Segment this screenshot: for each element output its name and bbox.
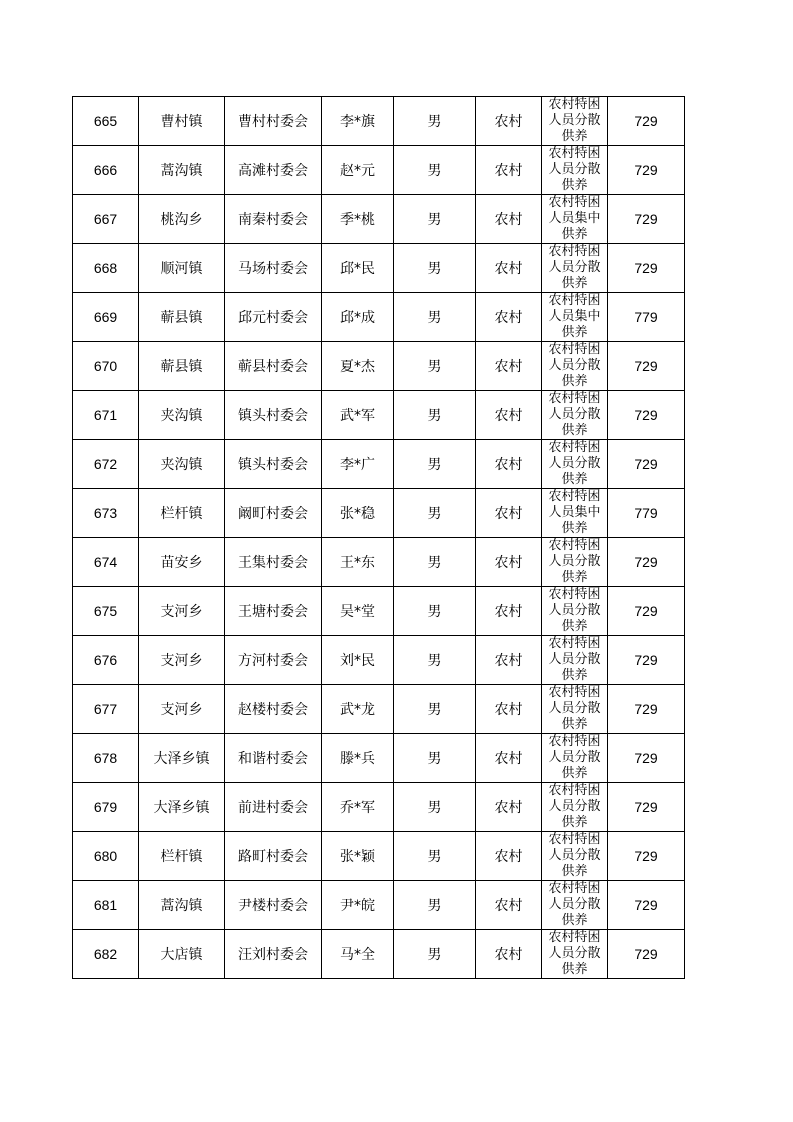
- gender-cell: 男: [394, 489, 476, 538]
- table-row: [73, 244, 685, 293]
- support-type-text: 农村特困人员分散供养: [548, 342, 601, 389]
- roster-table: [72, 96, 685, 979]
- support-type-text: 农村特困人员分散供养: [548, 685, 601, 732]
- town-cell: 大店镇: [139, 930, 225, 979]
- support-type-cell: [542, 146, 608, 195]
- row-number-cell: 666: [73, 146, 139, 195]
- village-committee-cell: 高滩村委会: [225, 146, 322, 195]
- support-type-text: 农村特困人员分散供养: [548, 734, 601, 781]
- support-type-text: 农村特困人员分散供养: [548, 391, 601, 438]
- village-committee-cell: 汪刘村委会: [225, 930, 322, 979]
- village-committee-cell: 尹楼村委会: [225, 881, 322, 930]
- village-committee-cell: 王集村委会: [225, 538, 322, 587]
- row-number-cell: 682: [73, 930, 139, 979]
- area-cell: 农村: [476, 489, 542, 538]
- support-type-text: 农村特困人员分散供养: [548, 930, 601, 977]
- row-number-cell: 672: [73, 440, 139, 489]
- village-committee-cell: 方河村委会: [225, 636, 322, 685]
- support-type-text: 农村特困人员分散供养: [548, 97, 601, 144]
- support-type-text: 农村特困人员分散供养: [548, 783, 601, 830]
- area-cell: 农村: [476, 587, 542, 636]
- table-row: [73, 930, 685, 979]
- gender-cell: 男: [394, 685, 476, 734]
- person-name-cell: 马*全: [322, 930, 394, 979]
- amount-cell: 729: [608, 342, 685, 391]
- amount-cell: 729: [608, 881, 685, 930]
- support-type-cell: [542, 293, 608, 342]
- town-cell: 栏杆镇: [139, 832, 225, 881]
- support-type-text: 农村特困人员分散供养: [548, 832, 601, 879]
- amount-cell: 729: [608, 636, 685, 685]
- support-type-cell: [542, 440, 608, 489]
- support-type-text: 农村特困人员分散供养: [548, 538, 601, 585]
- amount-cell: 729: [608, 587, 685, 636]
- town-cell: 曹村镇: [139, 97, 225, 146]
- table-row: [73, 538, 685, 587]
- amount-cell: 729: [608, 538, 685, 587]
- person-name-cell: 滕*兵: [322, 734, 394, 783]
- table-row: [73, 195, 685, 244]
- area-cell: 农村: [476, 685, 542, 734]
- village-committee-cell: 南秦村委会: [225, 195, 322, 244]
- area-cell: 农村: [476, 881, 542, 930]
- gender-cell: 男: [394, 97, 476, 146]
- gender-cell: 男: [394, 636, 476, 685]
- gender-cell: 男: [394, 538, 476, 587]
- area-cell: 农村: [476, 146, 542, 195]
- amount-cell: 779: [608, 293, 685, 342]
- town-cell: 苗安乡: [139, 538, 225, 587]
- support-type-text: 农村特困人员分散供养: [548, 244, 601, 291]
- row-number-cell: 677: [73, 685, 139, 734]
- support-type-cell: [542, 881, 608, 930]
- support-type-cell: [542, 734, 608, 783]
- person-name-cell: 乔*军: [322, 783, 394, 832]
- gender-cell: 男: [394, 881, 476, 930]
- village-committee-cell: 镇头村委会: [225, 391, 322, 440]
- area-cell: 农村: [476, 440, 542, 489]
- gender-cell: 男: [394, 832, 476, 881]
- town-cell: 大泽乡镇: [139, 783, 225, 832]
- village-committee-cell: 前进村委会: [225, 783, 322, 832]
- row-number-cell: 681: [73, 881, 139, 930]
- town-cell: 支河乡: [139, 636, 225, 685]
- support-type-cell: [542, 930, 608, 979]
- amount-cell: 729: [608, 734, 685, 783]
- village-committee-cell: 阚町村委会: [225, 489, 322, 538]
- support-type-cell: [542, 97, 608, 146]
- amount-cell: 729: [608, 195, 685, 244]
- gender-cell: 男: [394, 244, 476, 293]
- row-number-cell: 675: [73, 587, 139, 636]
- person-name-cell: 李*广: [322, 440, 394, 489]
- support-type-text: 农村特困人员集中供养: [548, 293, 601, 340]
- table-row: [73, 734, 685, 783]
- village-committee-cell: 蕲县村委会: [225, 342, 322, 391]
- town-cell: 蕲县镇: [139, 293, 225, 342]
- area-cell: 农村: [476, 244, 542, 293]
- village-committee-cell: 王塘村委会: [225, 587, 322, 636]
- row-number-cell: 680: [73, 832, 139, 881]
- table-row: [73, 440, 685, 489]
- area-cell: 农村: [476, 293, 542, 342]
- person-name-cell: 邱*民: [322, 244, 394, 293]
- amount-cell: 729: [608, 97, 685, 146]
- support-type-text: 农村特困人员集中供养: [548, 489, 601, 536]
- amount-cell: 729: [608, 244, 685, 293]
- person-name-cell: 张*颖: [322, 832, 394, 881]
- town-cell: 桃沟乡: [139, 195, 225, 244]
- amount-cell: 729: [608, 930, 685, 979]
- area-cell: 农村: [476, 930, 542, 979]
- person-name-cell: 邱*成: [322, 293, 394, 342]
- amount-cell: 729: [608, 832, 685, 881]
- support-type-text: 农村特困人员分散供养: [548, 440, 601, 487]
- table-row: [73, 342, 685, 391]
- area-cell: 农村: [476, 97, 542, 146]
- table-row: [73, 832, 685, 881]
- support-type-cell: [542, 783, 608, 832]
- gender-cell: 男: [394, 783, 476, 832]
- gender-cell: 男: [394, 293, 476, 342]
- support-type-cell: [542, 342, 608, 391]
- person-name-cell: 张*稳: [322, 489, 394, 538]
- table-row: [73, 881, 685, 930]
- gender-cell: 男: [394, 734, 476, 783]
- support-type-cell: [542, 832, 608, 881]
- support-type-text: 农村特困人员集中供养: [548, 195, 601, 242]
- amount-cell: 729: [608, 783, 685, 832]
- table-row: [73, 685, 685, 734]
- gender-cell: 男: [394, 930, 476, 979]
- gender-cell: 男: [394, 342, 476, 391]
- area-cell: 农村: [476, 832, 542, 881]
- gender-cell: 男: [394, 587, 476, 636]
- row-number-cell: 670: [73, 342, 139, 391]
- row-number-cell: 669: [73, 293, 139, 342]
- town-cell: 支河乡: [139, 685, 225, 734]
- amount-cell: 779: [608, 489, 685, 538]
- support-type-cell: [542, 587, 608, 636]
- village-committee-cell: 镇头村委会: [225, 440, 322, 489]
- row-number-cell: 674: [73, 538, 139, 587]
- gender-cell: 男: [394, 440, 476, 489]
- person-name-cell: 季*桃: [322, 195, 394, 244]
- person-name-cell: 武*军: [322, 391, 394, 440]
- person-name-cell: 吴*堂: [322, 587, 394, 636]
- village-committee-cell: 马场村委会: [225, 244, 322, 293]
- row-number-cell: 679: [73, 783, 139, 832]
- table-row: [73, 97, 685, 146]
- support-type-text: 农村特困人员分散供养: [548, 881, 601, 928]
- town-cell: 大泽乡镇: [139, 734, 225, 783]
- village-committee-cell: 赵楼村委会: [225, 685, 322, 734]
- village-committee-cell: 路町村委会: [225, 832, 322, 881]
- support-type-cell: [542, 244, 608, 293]
- support-type-cell: [542, 195, 608, 244]
- table-row: [73, 293, 685, 342]
- support-type-cell: [542, 391, 608, 440]
- area-cell: 农村: [476, 195, 542, 244]
- area-cell: 农村: [476, 636, 542, 685]
- village-committee-cell: 曹村村委会: [225, 97, 322, 146]
- table-row: [73, 587, 685, 636]
- town-cell: 夹沟镇: [139, 391, 225, 440]
- person-name-cell: 武*龙: [322, 685, 394, 734]
- person-name-cell: 王*东: [322, 538, 394, 587]
- town-cell: 顺河镇: [139, 244, 225, 293]
- town-cell: 支河乡: [139, 587, 225, 636]
- table-row: [73, 146, 685, 195]
- row-number-cell: 671: [73, 391, 139, 440]
- row-number-cell: 665: [73, 97, 139, 146]
- town-cell: 蕲县镇: [139, 342, 225, 391]
- row-number-cell: 668: [73, 244, 139, 293]
- area-cell: 农村: [476, 538, 542, 587]
- person-name-cell: 刘*民: [322, 636, 394, 685]
- gender-cell: 男: [394, 146, 476, 195]
- area-cell: 农村: [476, 734, 542, 783]
- person-name-cell: 李*旗: [322, 97, 394, 146]
- support-type-text: 农村特困人员分散供养: [548, 636, 601, 683]
- support-type-cell: [542, 538, 608, 587]
- row-number-cell: 667: [73, 195, 139, 244]
- table-row: [73, 783, 685, 832]
- amount-cell: 729: [608, 685, 685, 734]
- roster-body: [73, 97, 685, 979]
- area-cell: 农村: [476, 342, 542, 391]
- gender-cell: 男: [394, 391, 476, 440]
- town-cell: 蒿沟镇: [139, 146, 225, 195]
- amount-cell: 729: [608, 391, 685, 440]
- row-number-cell: 673: [73, 489, 139, 538]
- town-cell: 夹沟镇: [139, 440, 225, 489]
- support-type-cell: [542, 636, 608, 685]
- amount-cell: 729: [608, 146, 685, 195]
- support-type-text: 农村特困人员分散供养: [548, 587, 601, 634]
- row-number-cell: 678: [73, 734, 139, 783]
- town-cell: 栏杆镇: [139, 489, 225, 538]
- person-name-cell: 赵*元: [322, 146, 394, 195]
- row-number-cell: 676: [73, 636, 139, 685]
- person-name-cell: 夏*杰: [322, 342, 394, 391]
- table-row: [73, 636, 685, 685]
- support-type-cell: [542, 685, 608, 734]
- support-type-cell: [542, 489, 608, 538]
- table-row: [73, 489, 685, 538]
- amount-cell: 729: [608, 440, 685, 489]
- table-row: [73, 391, 685, 440]
- village-committee-cell: 邱元村委会: [225, 293, 322, 342]
- village-committee-cell: 和谐村委会: [225, 734, 322, 783]
- area-cell: 农村: [476, 391, 542, 440]
- person-name-cell: 尹*皖: [322, 881, 394, 930]
- gender-cell: 男: [394, 195, 476, 244]
- area-cell: 农村: [476, 783, 542, 832]
- town-cell: 蒿沟镇: [139, 881, 225, 930]
- support-type-text: 农村特困人员分散供养: [548, 146, 601, 193]
